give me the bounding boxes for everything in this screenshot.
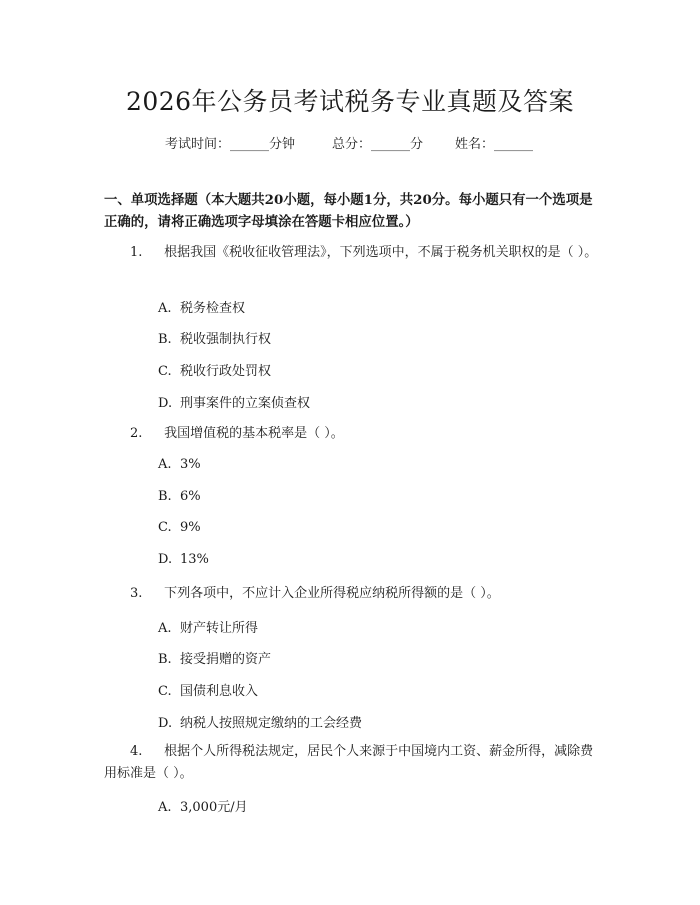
exam-time-label: 考试时间：______分钟 xyxy=(165,137,296,152)
option-text: 税收行政处罚权 xyxy=(180,364,272,379)
question-3 xyxy=(104,583,604,605)
option-letter: C. xyxy=(158,364,172,379)
option-1d xyxy=(158,392,310,411)
option-3a xyxy=(158,617,258,636)
question-1 xyxy=(104,242,604,264)
option-4a xyxy=(158,796,248,815)
option-text: 税务检查权 xyxy=(180,301,246,316)
question-text: 我国增值税的基本税率是（ ）。 xyxy=(164,426,344,441)
option-letter: B. xyxy=(158,652,172,667)
option-text: 3,000元/月 xyxy=(180,800,248,815)
option-1a xyxy=(158,297,245,316)
option-3c xyxy=(158,680,258,699)
question-number: 3. xyxy=(130,586,143,601)
option-text: 3% xyxy=(180,457,201,472)
option-text: 9% xyxy=(180,520,201,535)
option-text: 纳税人按照规定缴纳的工会经费 xyxy=(180,716,363,731)
question-4 xyxy=(104,741,604,785)
option-letter: A. xyxy=(158,457,172,472)
name-label: 姓名：______ xyxy=(455,137,534,152)
document-title: 2026年公务员考试税务专业真题及答案 xyxy=(125,87,575,116)
question-number: 4. xyxy=(130,744,143,759)
option-text: 税收强制执行权 xyxy=(180,332,272,347)
option-letter: B. xyxy=(158,489,172,504)
option-letter: D. xyxy=(158,552,173,567)
option-2c xyxy=(158,520,201,535)
option-3b xyxy=(158,648,271,667)
question-number: 2. xyxy=(130,426,143,441)
question-text: 下列各项中，不应计入企业所得税应纳税所得额的是（ ）。 xyxy=(164,586,500,601)
option-letter: A. xyxy=(158,800,172,815)
question-text: 根据我国《税收征收管理法》，下列选项中，不属于税务机关职权的是（ ）。 xyxy=(164,245,598,260)
total-score-label: 总分：______分 xyxy=(332,137,424,152)
question-text: 根据个人所得税法规定，居民个人来源于中国境内工资、薪金所得，减除费用标准是（ ）。 xyxy=(104,744,594,781)
option-text: 6% xyxy=(180,489,201,504)
option-letter: C. xyxy=(158,520,172,535)
option-letter: D. xyxy=(158,396,173,411)
option-text: 接受捐赠的资产 xyxy=(180,652,272,667)
option-3d xyxy=(158,712,362,731)
option-text: 13% xyxy=(180,552,209,567)
option-letter: A. xyxy=(158,621,172,636)
option-2b xyxy=(158,489,201,504)
question-2 xyxy=(104,423,604,445)
option-1b xyxy=(158,328,271,347)
section-header: 一、单项选择题（本大题共20小题，每小题1分，共20分。每小题只有一个选项是正确的，请将正确选项字母填涂在答题卡相应位置。） xyxy=(104,192,593,230)
option-letter: D. xyxy=(158,716,173,731)
option-text: 国债利息收入 xyxy=(180,684,259,699)
option-letter: C. xyxy=(158,684,172,699)
question-number: 1. xyxy=(130,245,143,260)
option-letter: A. xyxy=(158,301,172,316)
option-2a xyxy=(158,457,201,472)
option-text: 财产转让所得 xyxy=(180,621,259,636)
option-1c xyxy=(158,360,271,379)
option-2d xyxy=(158,552,209,567)
option-letter: B. xyxy=(158,332,172,347)
option-text: 刑事案件的立案侦查权 xyxy=(180,396,311,411)
